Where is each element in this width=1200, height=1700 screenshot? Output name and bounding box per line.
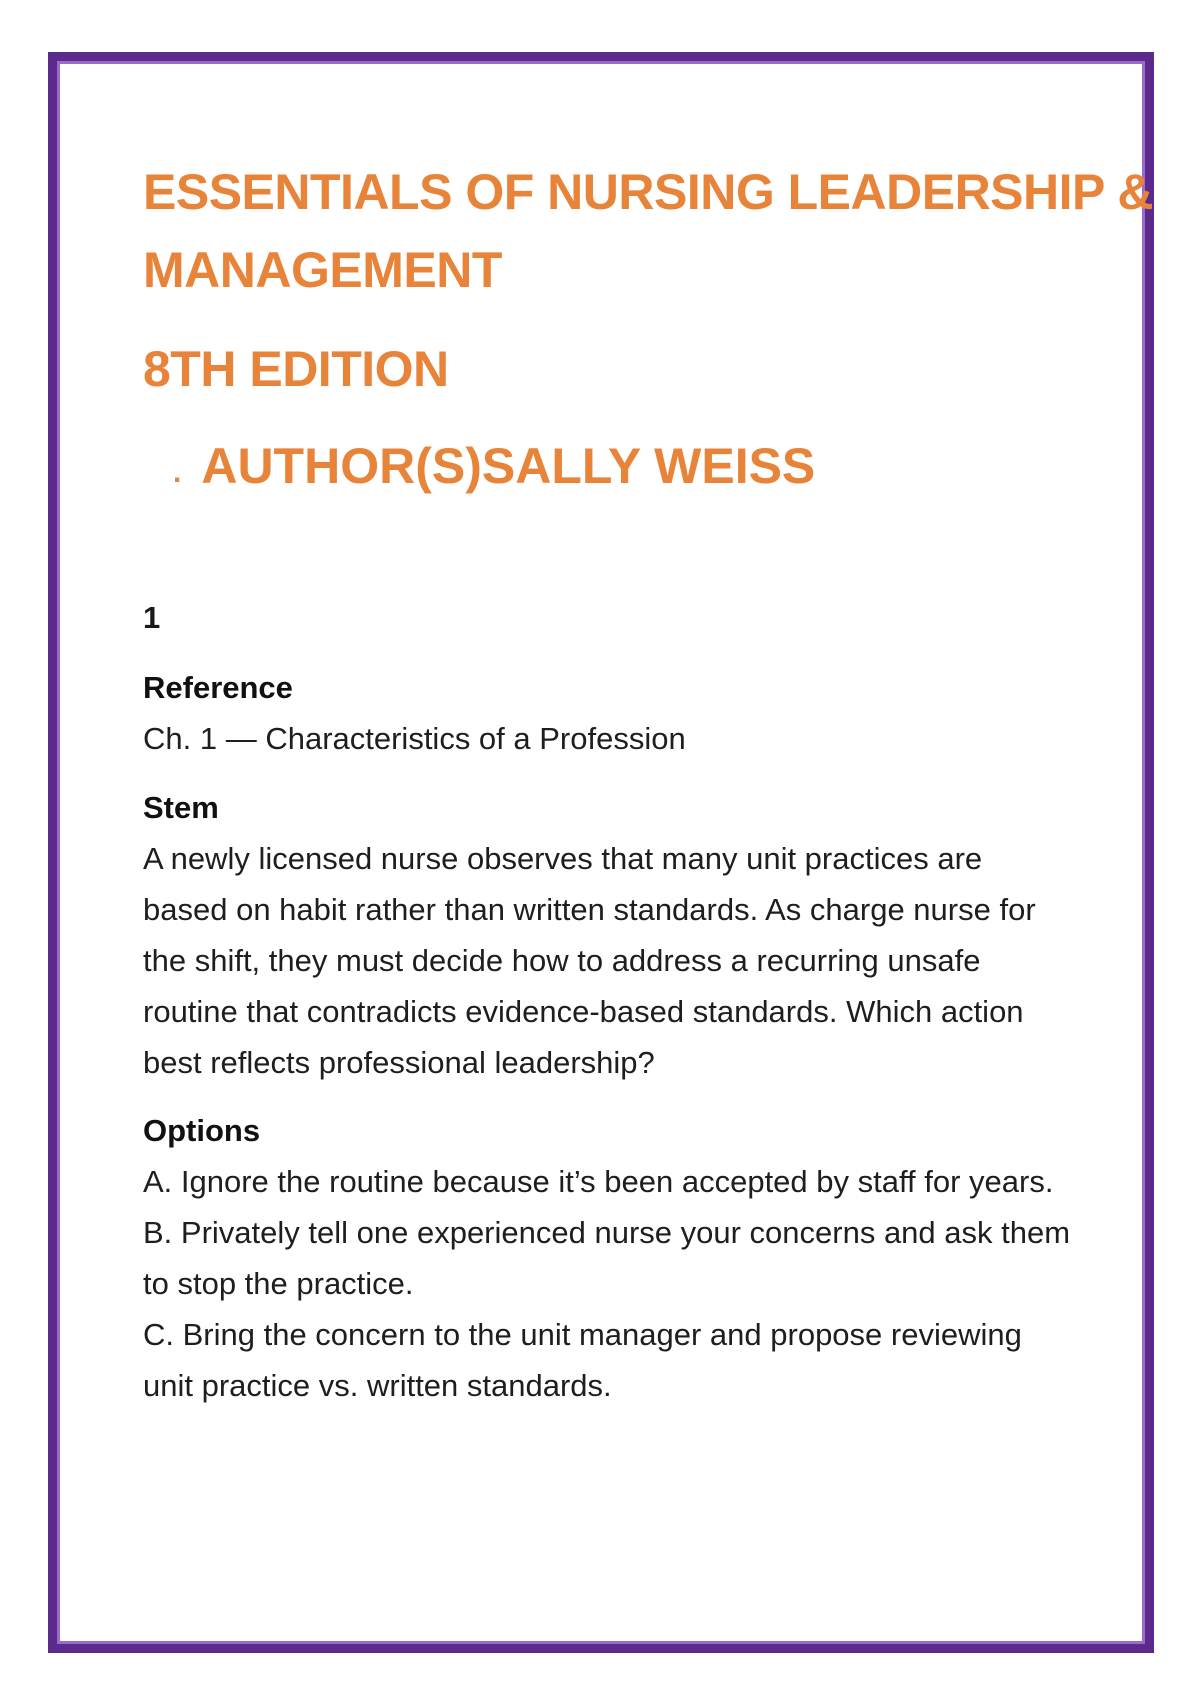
question-number: 1 <box>143 600 161 635</box>
edition-label: 8TH EDITION <box>143 341 449 397</box>
options-section <box>143 1105 1073 1411</box>
reference-section <box>143 662 1073 764</box>
title-line-1: ESSENTIALS OF NURSING LEADERSHIP & <box>143 164 1153 220</box>
author-name: AUTHOR(S)SALLY WEISS <box>201 438 816 494</box>
stem-heading: Stem <box>143 790 219 825</box>
option-c: C. Bring the concern to the unit manager and propose reviewing unit practice vs. written standards. <box>143 1317 1022 1403</box>
stem-text: A newly licensed nurse observes that many unit practices are based on habit rather than written standards. As charge nurse for the shift, they must decide how to address a recurring unsafe routine that contradicts evidence-based standards. Which action best reflects professional leadership? <box>143 841 1036 1080</box>
author-line <box>173 437 815 495</box>
title-line-2: MANAGEMENT <box>143 242 502 298</box>
options-heading: Options <box>143 1113 261 1148</box>
reference-text: Ch. 1 — Characteristics of a Profession <box>143 721 686 756</box>
bullet-icon: . <box>173 456 182 489</box>
option-a: A. Ignore the routine because it’s been accepted by staff for years. <box>143 1164 1054 1199</box>
option-b: B. Privately tell one experienced nurse your concerns and ask them to stop the practice. <box>143 1215 1071 1301</box>
reference-heading: Reference <box>143 670 293 705</box>
stem-section <box>143 782 1073 1088</box>
